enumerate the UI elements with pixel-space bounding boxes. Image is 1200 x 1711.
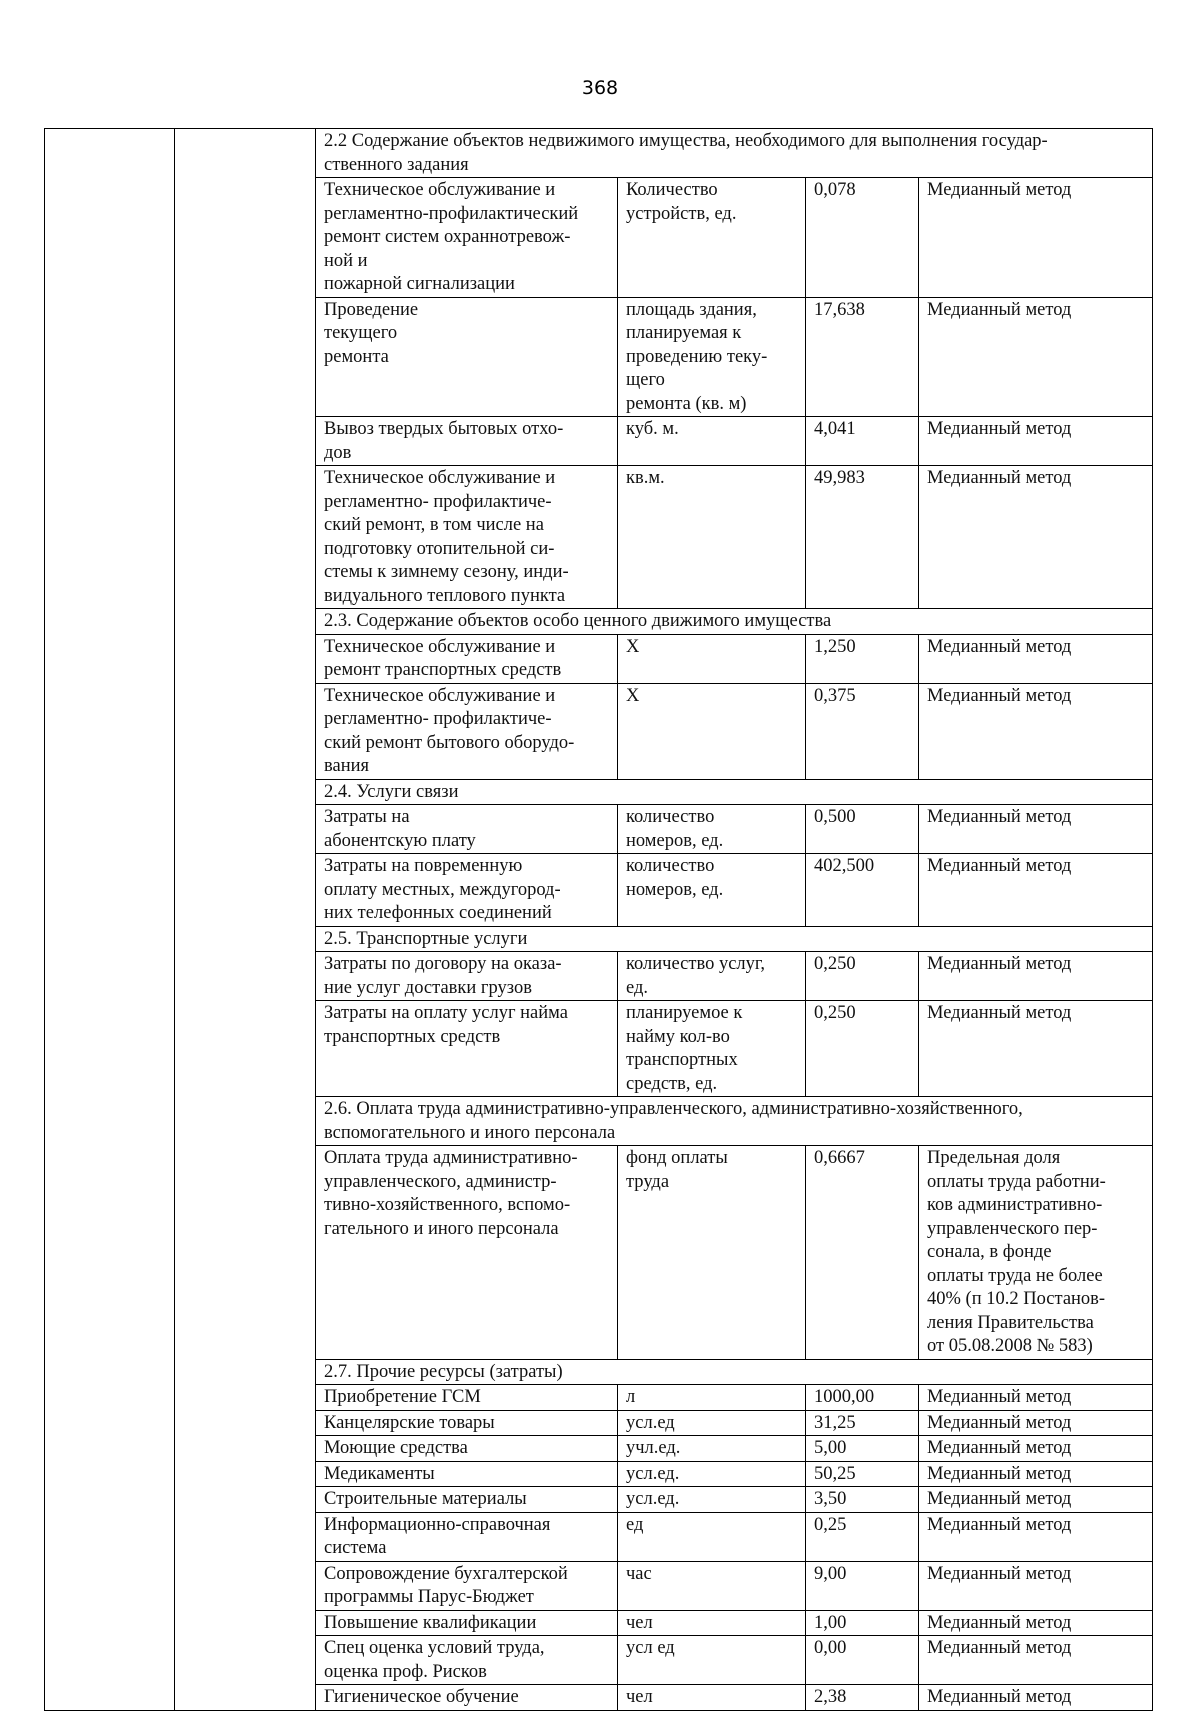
cost-item-name: Гигиеническое обучение — [316, 1685, 618, 1711]
section-title: 2.4. Услуги связи — [316, 779, 1153, 805]
method-cell: Медианный метод — [919, 1512, 1153, 1561]
value-cell: 0,250 — [806, 952, 919, 1001]
method-cell: Медианный метод — [919, 634, 1153, 683]
unit-cell: чел — [618, 1685, 806, 1711]
cost-item-name: Затраты на повременную оплату местных, междугород- них телефонных соединений — [316, 854, 618, 927]
cost-item-name: Техническое обслуживание и ремонт транспортных средств — [316, 634, 618, 683]
unit-cell: усл.ед. — [618, 1487, 806, 1513]
unit-cell: кв.м. — [618, 466, 806, 609]
method-cell: Медианный метод — [919, 952, 1153, 1001]
method-cell: Предельная доля оплаты труда работни- ков административно- управленческого пер- сонала, в фонде оплаты труда не более 40% (п 10.2 Постанов- ления Правительства от 05.08.2008 № 583) — [919, 1146, 1153, 1360]
norms-table — [44, 128, 1153, 1711]
section-header-row — [45, 129, 1153, 178]
value-cell: 0,078 — [806, 178, 919, 298]
cost-item-name: Техническое обслуживание и регламентно- профилактиче- ский ремонт, в том числе на подготовку отопительной си- стемы к зимнему сезону, инди- видуального теплового пункта — [316, 466, 618, 609]
unit-cell: количество номеров, ед. — [618, 805, 806, 854]
unit-cell: фонд оплаты труда — [618, 1146, 806, 1360]
method-cell: Медианный метод — [919, 417, 1153, 466]
cost-item-name: Затраты на абонентскую плату — [316, 805, 618, 854]
method-cell: Медианный метод — [919, 1487, 1153, 1513]
section-title: 2.5. Транспортные услуги — [316, 926, 1153, 952]
value-cell: 50,25 — [806, 1461, 919, 1487]
unit-cell: усл.ед — [618, 1410, 806, 1436]
section-title: 2.3. Содержание объектов особо ценного движимого имущества — [316, 609, 1153, 635]
cost-item-name: Затраты по договору на оказа- ние услуг доставки грузов — [316, 952, 618, 1001]
cost-item-name: Спец оценка условий труда, оценка проф. Рисков — [316, 1636, 618, 1685]
unit-cell: Количество устройств, ед. — [618, 178, 806, 298]
unit-cell: Х — [618, 634, 806, 683]
method-cell: Медианный метод — [919, 178, 1153, 298]
method-cell: Медианный метод — [919, 1461, 1153, 1487]
cost-item-name: Техническое обслуживание и регламентно-профилактический ремонт систем охраннотревож- ной и пожарной сигнализации — [316, 178, 618, 298]
value-cell: 9,00 — [806, 1561, 919, 1610]
value-cell: 0,6667 — [806, 1146, 919, 1360]
cost-item-name: Информационно-справочная система — [316, 1512, 618, 1561]
method-cell: Медианный метод — [919, 805, 1153, 854]
method-cell: Медианный метод — [919, 297, 1153, 417]
unit-cell: л — [618, 1385, 806, 1411]
value-cell: 0,00 — [806, 1636, 919, 1685]
value-cell: 0,25 — [806, 1512, 919, 1561]
method-cell: Медианный метод — [919, 1436, 1153, 1462]
value-cell: 0,250 — [806, 1001, 919, 1097]
unit-cell: чел — [618, 1610, 806, 1636]
method-cell: Медианный метод — [919, 1385, 1153, 1411]
unit-cell: Х — [618, 683, 806, 779]
page-number: 368 — [581, 77, 619, 99]
method-cell: Медианный метод — [919, 466, 1153, 609]
method-cell: Медианный метод — [919, 1561, 1153, 1610]
method-cell: Медианный метод — [919, 1636, 1153, 1685]
value-cell: 49,983 — [806, 466, 919, 609]
method-cell: Медианный метод — [919, 854, 1153, 927]
cost-item-name: Проведение текущего ремонта — [316, 297, 618, 417]
cost-item-name: Канцелярские товары — [316, 1410, 618, 1436]
unit-cell: планируемое к найму кол-во транспортных средств, ед. — [618, 1001, 806, 1097]
cost-item-name: Строительные материалы — [316, 1487, 618, 1513]
value-cell: 2,38 — [806, 1685, 919, 1711]
method-cell: Медианный метод — [919, 683, 1153, 779]
value-cell: 402,500 — [806, 854, 919, 927]
unit-cell: усл ед — [618, 1636, 806, 1685]
unit-cell: усл.ед. — [618, 1461, 806, 1487]
unit-cell: площадь здания, планируемая к проведению теку- щего ремонта (кв. м) — [618, 297, 806, 417]
value-cell: 0,500 — [806, 805, 919, 854]
method-cell: Медианный метод — [919, 1001, 1153, 1097]
method-cell: Медианный метод — [919, 1410, 1153, 1436]
cost-item-name: Затраты на оплату услуг найма транспортных средств — [316, 1001, 618, 1097]
value-cell: 4,041 — [806, 417, 919, 466]
section-title: 2.2 Содержание объектов недвижимого имущества, необходимого для выполнения государ- ственного задания — [316, 129, 1153, 178]
method-cell: Медианный метод — [919, 1685, 1153, 1711]
value-cell: 0,375 — [806, 683, 919, 779]
cost-item-name: Сопровождение бухгалтерской программы Парус-Бюджет — [316, 1561, 618, 1610]
value-cell: 1000,00 — [806, 1385, 919, 1411]
cost-item-name: Техническое обслуживание и регламентно- профилактиче- ский ремонт бытового оборудо- вания — [316, 683, 618, 779]
blank-column-2 — [175, 129, 316, 1711]
value-cell: 5,00 — [806, 1436, 919, 1462]
blank-column-1 — [45, 129, 175, 1711]
unit-cell: куб. м. — [618, 417, 806, 466]
value-cell: 17,638 — [806, 297, 919, 417]
section-title: 2.7. Прочие ресурсы (затраты) — [316, 1359, 1153, 1385]
value-cell: 3,50 — [806, 1487, 919, 1513]
cost-item-name: Приобретение ГСМ — [316, 1385, 618, 1411]
unit-cell: ед — [618, 1512, 806, 1561]
method-cell: Медианный метод — [919, 1610, 1153, 1636]
cost-item-name: Вывоз твердых бытовых отхо- дов — [316, 417, 618, 466]
unit-cell: количество номеров, ед. — [618, 854, 806, 927]
value-cell: 1,250 — [806, 634, 919, 683]
cost-item-name: Повышение квалификации — [316, 1610, 618, 1636]
cost-item-name: Моющие средства — [316, 1436, 618, 1462]
cost-item-name: Оплата труда административно- управленческого, администр- тивно-хозяйственного, вспомо- гательного и иного персонала — [316, 1146, 618, 1360]
unit-cell: час — [618, 1561, 806, 1610]
section-title: 2.6. Оплата труда административно-управленческого, административно-хозяйственного, вспомогательного и иного персонала — [316, 1097, 1153, 1146]
value-cell: 31,25 — [806, 1410, 919, 1436]
cost-item-name: Медикаменты — [316, 1461, 618, 1487]
unit-cell: учл.ед. — [618, 1436, 806, 1462]
unit-cell: количество услуг, ед. — [618, 952, 806, 1001]
value-cell: 1,00 — [806, 1610, 919, 1636]
